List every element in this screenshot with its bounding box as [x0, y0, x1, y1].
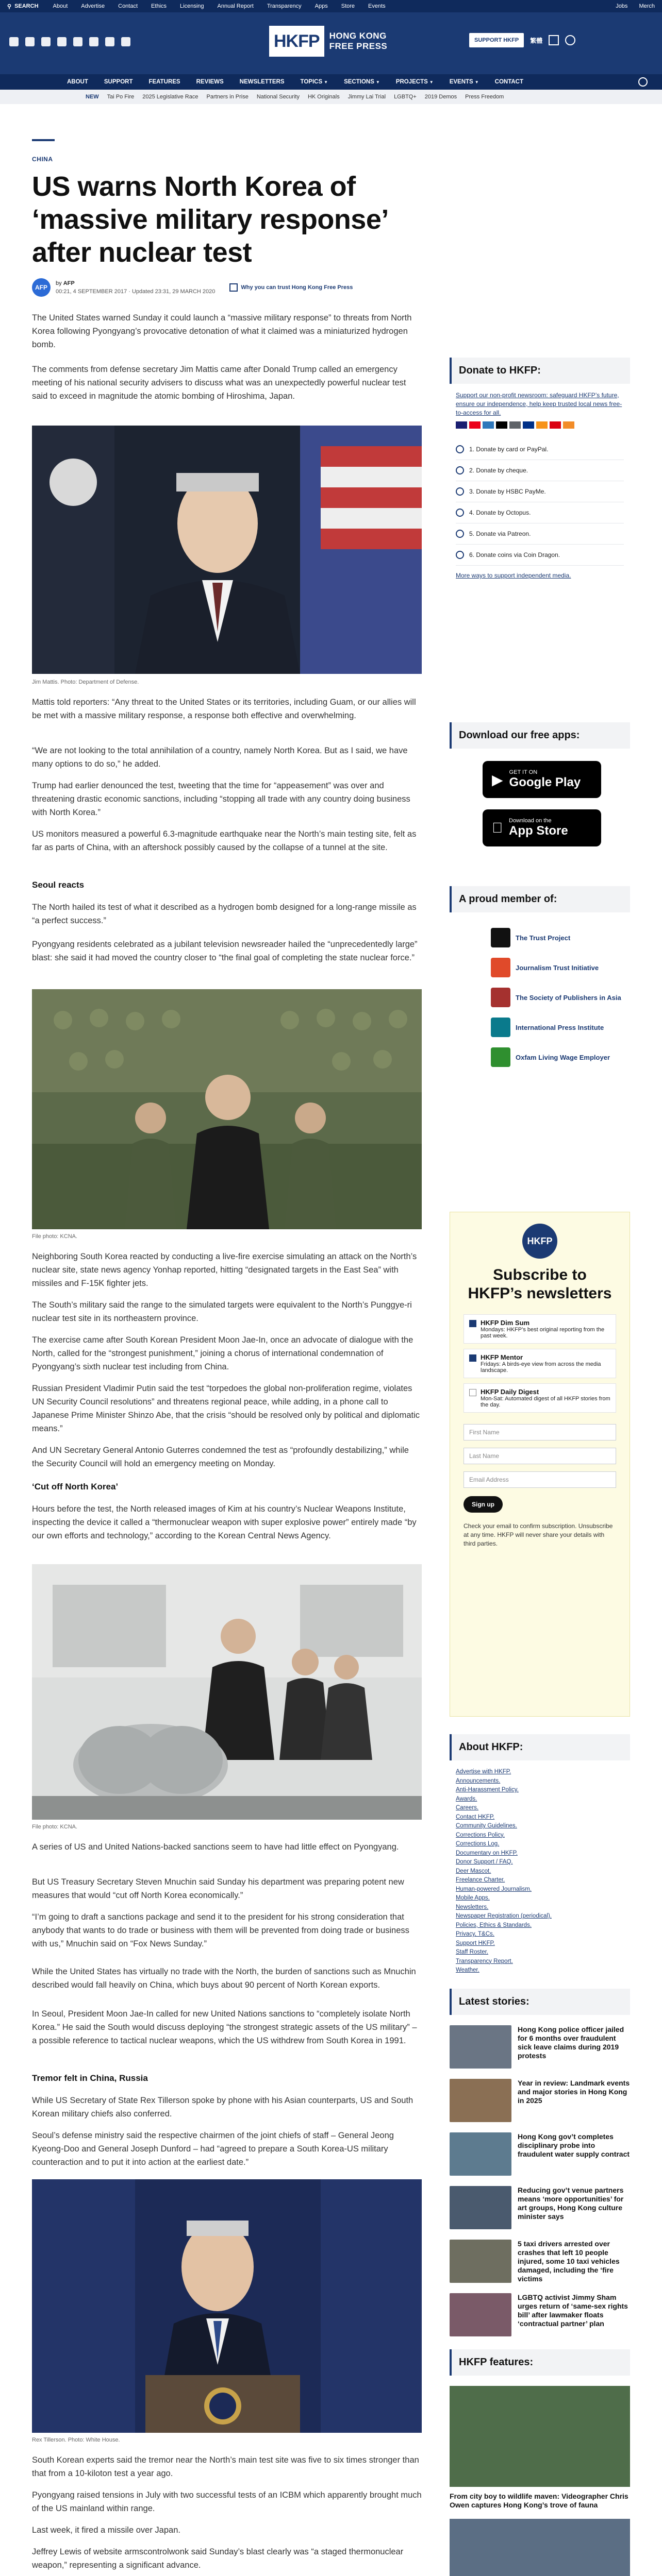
latest-story[interactable]: Reducing gov’t venue partners means ‘more opportunities’ for art groups, Hong Kong culture minister says — [450, 2186, 630, 2240]
about-link[interactable]: Deer Mascot. — [456, 1868, 491, 1874]
utility-link[interactable]: Annual Report — [217, 3, 254, 9]
search-icon: ⚲ — [7, 3, 12, 10]
newsletter-option-mentor[interactable]: HKFP Mentor Fridays: A birds-eye view from across the media landscape. — [464, 1349, 616, 1378]
feature-image — [450, 2386, 630, 2487]
instagram-icon[interactable] — [41, 37, 51, 46]
utility-link[interactable]: Events — [368, 3, 386, 9]
utility-link[interactable]: Transparency — [267, 3, 302, 9]
paragraph: The North hailed its test of what it described as a hydrogen bomb designed for a long-range missile as “a perfect success.” — [32, 903, 417, 925]
byline: AFP by AFP 00:21, 4 SEPTEMBER 2017 · Updated 23:31, 29 MARCH 2020 Why you can trust Hong Kong Free Press — [32, 278, 422, 297]
about-link[interactable]: Donor Support / FAQ. — [456, 1859, 513, 1865]
latest-title: Latest stories: — [450, 1989, 630, 2015]
donate-option-cheque[interactable]: 2. Donate by cheque. — [456, 460, 624, 481]
about-link[interactable]: Staff Roster. — [456, 1949, 489, 1955]
search-link[interactable]: ⚲ SEARCH — [7, 3, 39, 10]
donate-option-payme[interactable]: 3. Donate by HSBC PayMe. — [456, 481, 624, 502]
about-link[interactable]: Corrections Log. — [456, 1841, 500, 1847]
trending-link[interactable]: LGBTQ+ — [394, 94, 417, 100]
sopa-logo — [491, 988, 510, 1007]
member-ipi[interactable]: International Press Institute — [491, 1012, 630, 1042]
about-link[interactable]: Contact HKFP. — [456, 1814, 495, 1820]
article-headline: US warns North Korea of ‘massive military response’ after nuclear test — [32, 171, 387, 268]
chevron-down-icon: ▼ — [324, 80, 328, 84]
trending-link[interactable]: HK Originals — [307, 94, 340, 100]
section-rule — [32, 139, 55, 141]
utility-link[interactable]: Apps — [315, 3, 328, 9]
photo-caption: File photo: KCNA. — [32, 1824, 78, 1830]
member-trust-project[interactable]: The Trust Project — [491, 923, 630, 953]
paragraph: Mattis told reporters: “Any threat to the United States or its territories, including Guam, or our allies will be met with a massive military response, a response both effective and overwhelming. — [32, 698, 416, 720]
member-sopa[interactable]: The Society of Publishers in Asia — [491, 982, 630, 1012]
features-panel — [450, 2349, 630, 2576]
signup-button[interactable]: Sign up — [464, 1496, 503, 1513]
utility-links — [53, 3, 386, 9]
octopus-icon — [456, 509, 464, 517]
payment-icon — [523, 421, 534, 429]
checkbox-unchecked[interactable] — [469, 1389, 476, 1396]
paragraph: “We are not looking to the total annihilation of a country, namely North Korea. But as I said, we have many options to do so,” he added. — [32, 746, 408, 769]
latest-story[interactable]: Hong Kong police officer jailed for 6 months over fraudulent sick leave claims during 2019 protests — [450, 2025, 630, 2079]
member-jti[interactable]: Journalism Trust Initiative — [491, 953, 630, 982]
author-avatar[interactable]: AFP — [32, 278, 51, 297]
mattis-photo-illustration — [32, 426, 422, 674]
logo-mark: HKFP — [269, 26, 324, 57]
hkfp-badge-icon: HKFP — [522, 1224, 557, 1259]
paragraph: But US Treasury Secretary Steven Mnuchin said Sunday his department was preparing potent new measures that would “cut off North Korea economically.” — [32, 1877, 404, 1900]
payment-icon — [509, 421, 521, 429]
apps-title: Download our free apps: — [450, 722, 630, 749]
newsletter-option-dimsum[interactable]: HKFP Dim Sum Mondays: HKFP’s best original reporting from the past week. — [464, 1314, 616, 1344]
utility-link[interactable]: Ethics — [151, 3, 167, 9]
trust-project-logo — [491, 928, 510, 947]
x-icon[interactable] — [25, 37, 35, 46]
device-photo-illustration — [32, 1564, 422, 1820]
chevron-down-icon: ▼ — [375, 80, 380, 84]
paragraph: While the United States has virtually no trade with the North, the burden of sanctions such as Mnuchin described would fall heavily on China, which buys about 90 percent of North Korean exports. — [32, 1967, 416, 1990]
last-name-input[interactable]: Last Name — [464, 1448, 616, 1464]
language-switch[interactable]: 繁體 — [530, 37, 543, 44]
utility-link[interactable]: Licensing — [180, 3, 204, 9]
trending-link[interactable]: 2019 Demos — [424, 94, 457, 100]
donate-intro-link[interactable]: Support our non-profit newsroom: safeguard HKFP’s future, ensure our independence, help keep trusted local news free-to-access for all. — [456, 392, 622, 416]
paragraph: Trump had earlier denounced the test, tweeting that the time for “appeasement” was over and threatening drastic economic sanctions, including “stopping all trade with any country doing business with North Korea.” — [32, 781, 410, 817]
nav-item-newsletters[interactable]: NEWSLETTERS — [239, 79, 285, 85]
jti-logo — [491, 958, 510, 977]
subheading: Seoul reacts — [32, 880, 85, 890]
card-icon — [456, 445, 464, 453]
photo-caption: Jim Mattis. Photo: Department of Defense. — [32, 679, 139, 685]
checkbox-checked[interactable] — [469, 1354, 476, 1362]
paragraph: In Seoul, President Moon Jae-In called for new United Nations sanctions to “completely isolate North Korea.” He said the South would discuss deploying “the strongest strategic assets of the US military” – a possible reference to tactical nuclear weapons, which the US withdrew from South Korea in 1991. — [32, 2009, 417, 2045]
paragraph: The South’s military said the range to the simulated targets were equivalent to the North’s Punggye-ri nuclear test site in its northeastern province. — [32, 1300, 412, 1323]
site-header — [0, 12, 662, 74]
nav-item-reviews[interactable]: REVIEWS — [196, 79, 224, 85]
donate-title: Donate to HKFP: — [450, 358, 630, 384]
chevron-down-icon: ▼ — [474, 80, 479, 84]
about-link[interactable]: Documentary on HKFP. — [456, 1850, 518, 1856]
utility-link[interactable]: About — [53, 3, 68, 9]
payment-icon — [496, 421, 507, 429]
chat-icon[interactable] — [549, 35, 559, 45]
members-panel — [450, 886, 630, 1072]
paragraph: Russian President Vladimir Putin said the test “torpedoes the global non-proliferation regime, violates UN Security Council resolutions” and threatens regional peace, while adding, in a phone call to Japanese Prime Minister Shinzo Abe, that the crisis “should be resolved only by political and diplomatic means.” — [32, 1384, 420, 1433]
donate-option-patreon[interactable]: 5. Donate via Patreon. — [456, 523, 624, 545]
account-icon[interactable] — [565, 35, 575, 45]
apps-panel — [450, 722, 630, 846]
photo-caption: File photo: KCNA. — [32, 1233, 78, 1240]
support-hkfp-button[interactable]: SUPPORT HKFP — [469, 33, 524, 47]
section-label[interactable]: CHINA — [32, 156, 53, 163]
nav-item-topics[interactable]: TOPICS ▼ — [300, 79, 328, 85]
article-photo-kcna-1[interactable] — [32, 989, 422, 1229]
story-thumbnail — [450, 2240, 511, 2283]
photo-caption: Rex Tillerson. Photo: White House. — [32, 2437, 120, 2443]
subheading: ‘Cut off North Korea’ — [32, 1482, 119, 1492]
feature-story[interactable]: From city boy to wildlife maven: Videographer Chris Owen captures Hong Kong’s trove of fauna — [450, 2386, 630, 2510]
more-support-link[interactable]: More ways to support independent media. — [456, 572, 571, 579]
paragraph: Last week, it fired a missile over Japan. — [32, 2526, 180, 2535]
trending-link[interactable]: Partners in Prise — [206, 94, 249, 100]
payment-icon — [550, 421, 561, 429]
about-link[interactable]: Awards. — [456, 1795, 477, 1802]
youtube-icon[interactable] — [73, 37, 82, 46]
about-links — [450, 1760, 630, 1975]
payment-icon — [536, 421, 548, 429]
article-photo-tillerson[interactable] — [32, 2179, 422, 2433]
latest-story[interactable]: 5 taxi drivers arrested over crashes that left 10 people injured, some 10 taxi vehicles damaged, including the ‘fire victims — [450, 2240, 630, 2293]
utility-link-jobs[interactable]: Jobs — [616, 3, 628, 9]
latest-story[interactable]: Hong Kong gov’t completes disciplinary probe into fraudulent water supply contract — [450, 2132, 630, 2186]
members-title: A proud member of: — [450, 886, 630, 912]
paragraph: Jeffrey Lewis of website armscontrolwonk said Sunday’s blast clearly was “a staged thermonuclear weapon,” representing a significant advance. — [32, 2547, 404, 2570]
article-photo-kcna-2[interactable] — [32, 1564, 422, 1820]
story-thumbnail — [450, 2079, 511, 2122]
trending-bar — [0, 90, 662, 104]
utility-link-merch[interactable]: Merch — [639, 3, 655, 9]
google-play-icon: ▶ — [492, 771, 503, 788]
author-name[interactable]: AFP — [63, 280, 75, 286]
site-logo[interactable] — [269, 26, 396, 57]
about-link[interactable]: Newsletters. — [456, 1904, 489, 1910]
paragraph: South Korean experts said the tremor near the North’s main test site was five to six times stronger than that from a 10-kiloton test a year ago. — [32, 2455, 419, 2478]
rss-icon[interactable] — [121, 37, 130, 46]
trust-link[interactable]: Why you can trust Hong Kong Free Press — [229, 283, 353, 292]
donate-option-card[interactable]: 1. Donate by card or PayPal. — [456, 439, 624, 460]
app-store-button[interactable]: Download on the App Store — [483, 809, 601, 846]
logo-text: HONG KONG FREE PRESS — [329, 31, 388, 51]
tillerson-photo-illustration — [32, 2179, 422, 2433]
publish-date: 00:21, 4 SEPTEMBER 2017 · Updated 23:31, 29 MARCH 2020 — [56, 289, 216, 295]
paragraph: While US Secretary of State Rex Tillerson spoke by phone with his Asian counterparts, US and South Korean military chiefs also conferred. — [32, 2096, 413, 2119]
utility-bar — [0, 0, 662, 12]
newsletter-panel — [450, 1212, 630, 1717]
nav-item-events[interactable]: EVENTS ▼ — [449, 79, 479, 85]
social-icons — [9, 37, 130, 46]
nav-item-sections[interactable]: SECTIONS ▼ — [344, 79, 380, 85]
email-input[interactable]: Email Address — [464, 1471, 616, 1488]
cheque-icon — [456, 466, 464, 474]
about-link[interactable]: Advertise with HKFP. — [456, 1769, 511, 1775]
google-play-button[interactable]: ▶ GET IT ON Google Play — [483, 761, 601, 798]
email-icon[interactable] — [105, 37, 114, 46]
trending-link[interactable]: Press Freedom — [465, 94, 504, 100]
newsletter-note: Check your email to confirm subscription. Unsubscribe at any time. HKFP will never share your details with third parties. — [464, 1522, 613, 1547]
trending-link[interactable]: Jimmy Lai Trial — [347, 94, 386, 100]
payment-icons — [456, 421, 624, 429]
about-link[interactable]: Privacy, T&Cs. — [456, 1931, 494, 1937]
about-link[interactable]: Corrections Policy. — [456, 1832, 505, 1838]
patreon-icon — [456, 530, 464, 538]
feature-story[interactable] — [450, 2519, 630, 2576]
paragraph: Seoul’s defense ministry said the respective chairmen of the joint chiefs of staff – General Jeong Kyeong-Doo and General Joseph Dunford – had “agreed to prepare a South Korea-US military counteraction and to put it into action at the earliest date.” — [32, 2131, 394, 2167]
utility-link[interactable]: Store — [341, 3, 355, 9]
paragraph: Pyongyang residents celebrated as a jubilant television newsreader hailed the “unprecedentedly large” blast: she said it had moved the country closer to “the final goal of completing the state nuclear force.” — [32, 940, 418, 962]
donate-panel — [450, 358, 630, 579]
paragraph: The comments from defense secretary Jim Mattis came after Donald Trump called an emergency meeting of his national security advisers to discuss what was an unexpectedly powerful nuclear test said to exceed in magnitude the atomic bombing of Hiroshima, Japan. — [32, 365, 406, 401]
paragraph: Neighboring South Korea reacted by conducting a live-fire exercise simulating an attack on the North’s nuclear site, state news agency Yonhap reported, hitting “designated targets in the East Sea” with missiles and F-15K fighter jets. — [32, 1252, 417, 1288]
search-icon[interactable] — [638, 77, 648, 87]
donate-option-octopus[interactable]: 4. Donate by Octopus. — [456, 502, 624, 523]
nav-item-projects[interactable]: PROJECTS ▼ — [395, 79, 434, 85]
trust-icon — [229, 283, 238, 292]
bluesky-icon[interactable] — [89, 37, 98, 46]
paragraph: And UN Secretary General Antonio Guterres condemned the test as “profoundly destabilizing,” while the Security Council will hold an emergency meeting on Monday. — [32, 1446, 409, 1468]
trending-new-label: NEW — [86, 94, 99, 100]
about-link[interactable]: Careers. — [456, 1805, 479, 1811]
payment-icon — [563, 421, 574, 429]
about-link[interactable]: Freelance Charter. — [456, 1877, 505, 1883]
payment-icon — [456, 421, 467, 429]
about-link[interactable]: Community Guidelines. — [456, 1823, 517, 1829]
about-link[interactable]: Human-powered Journalism. — [456, 1886, 532, 1892]
oxfam-logo — [491, 1047, 510, 1067]
about-link[interactable]: Anti-Harassment Policy. — [456, 1787, 519, 1793]
facebook-icon[interactable] — [9, 37, 19, 46]
latest-panel — [450, 1989, 630, 2347]
about-panel — [450, 1734, 630, 1975]
newsletter-option-digest[interactable]: HKFP Daily Digest Mon-Sat: Automated digest of all HKFP stories from the day. — [464, 1383, 616, 1413]
story-thumbnail — [450, 2293, 511, 2336]
kcna-photo-illustration — [32, 989, 422, 1229]
first-name-input[interactable]: First Name — [464, 1424, 616, 1440]
payment-icon — [469, 421, 481, 429]
feature-image — [450, 2519, 630, 2576]
about-link[interactable]: Announcements. — [456, 1777, 501, 1784]
donate-option-coins[interactable]: 6. Donate coins via Coin Dragon. — [456, 545, 624, 566]
nav-item-contact[interactable]: CONTACT — [494, 79, 524, 85]
about-link[interactable]: Policies, Ethics & Standards. — [456, 1922, 532, 1928]
about-link[interactable]: Support HKFP. — [456, 1940, 495, 1946]
paragraph: The exercise came after South Korean President Moon Jae-In, once an advocate of dialogue with the North, called for the “strongest punishment,” joining a chorus of international condemnation of Pyongyang’s sixth nuclear test including from China. — [32, 1335, 413, 1371]
trending-link[interactable]: National Security — [256, 94, 300, 100]
paragraph: Hours before the test, the North released images of Kim at his country’s Nuclear Weapons Institute, inspecting the device it called a “thermonuclear weapon with super explosive power” entirely made “by our own efforts and technology,” according to the Korean Central News Agency. — [32, 1504, 417, 1540]
payme-icon — [456, 487, 464, 496]
about-link[interactable]: Transparency Report. — [456, 1958, 513, 1964]
story-thumbnail — [450, 2132, 511, 2176]
payment-icon — [483, 421, 494, 429]
article-photo-mattis[interactable] — [32, 426, 422, 674]
apple-icon — [492, 820, 503, 836]
utility-link[interactable]: Contact — [118, 3, 138, 9]
features-title: HKFP features: — [450, 2349, 630, 2376]
member-oxfam[interactable]: Oxfam Living Wage Employer — [491, 1042, 630, 1072]
latest-story[interactable]: Year in review: Landmark events and major stories in Hong Kong in 2025 — [450, 2079, 630, 2132]
paragraph: A series of US and United Nations-backed sanctions seem to have had little effect on Pyongyang. — [32, 1842, 399, 1852]
threads-icon[interactable] — [57, 37, 67, 46]
about-title: About HKFP: — [450, 1734, 630, 1760]
nav-item-support[interactable]: SUPPORT — [104, 79, 133, 85]
nav-item-about[interactable]: ABOUT — [67, 79, 88, 85]
paragraph: The United States warned Sunday it could launch a “massive military response” to threats from North Korea following Pyongyang’s provocative detonation of what it claimed was a miniaturized hydrogen bomb. — [32, 313, 412, 349]
story-thumbnail — [450, 2025, 511, 2069]
checkbox-checked[interactable] — [469, 1320, 476, 1327]
paragraph: Pyongyang raised tensions in July with two successful tests of an ICBM which apparently brought much of the US mainland within range. — [32, 2490, 422, 2513]
about-link[interactable]: Mobile Apps. — [456, 1895, 490, 1901]
paragraph: “I’m going to draft a sanctions package and send it to the president for his strong consideration that anybody that wants to do trade or business with them will be prevented from doing trade or business with us,” Mnuchin said on “Fox News Sunday.” — [32, 1912, 409, 1948]
coin-icon — [456, 551, 464, 559]
nav-item-features[interactable]: FEATURES — [148, 79, 180, 85]
utility-link[interactable]: Advertise — [81, 3, 105, 9]
ipi-logo — [491, 1018, 510, 1037]
about-link[interactable]: Newspaper Registration (periodical). — [456, 1913, 552, 1919]
story-thumbnail — [450, 2186, 511, 2229]
newsletter-title: Subscribe to HKFP’s newsletters — [468, 1266, 612, 1302]
paragraph: US monitors measured a powerful 6.3-magnitude earthquake near the North’s main testing site, felt as far as parts of China, with an aftershock possibly caused by the collapse of a tunnel at the site. — [32, 829, 417, 852]
trending-link[interactable]: Tai Po Fire — [107, 94, 135, 100]
latest-story[interactable]: LGBTQ activist Jimmy Sham urges return of ‘same-sex rights bill’ after lawmaker floats ‘contractual partner’ plan — [450, 2293, 630, 2347]
subheading: Tremor felt in China, Russia — [32, 2073, 148, 2083]
about-link[interactable]: Weather. — [456, 1967, 479, 1973]
main-nav — [0, 74, 662, 90]
trending-link[interactable]: 2025 Legislative Race — [142, 94, 198, 100]
chevron-down-icon: ▼ — [429, 80, 434, 84]
